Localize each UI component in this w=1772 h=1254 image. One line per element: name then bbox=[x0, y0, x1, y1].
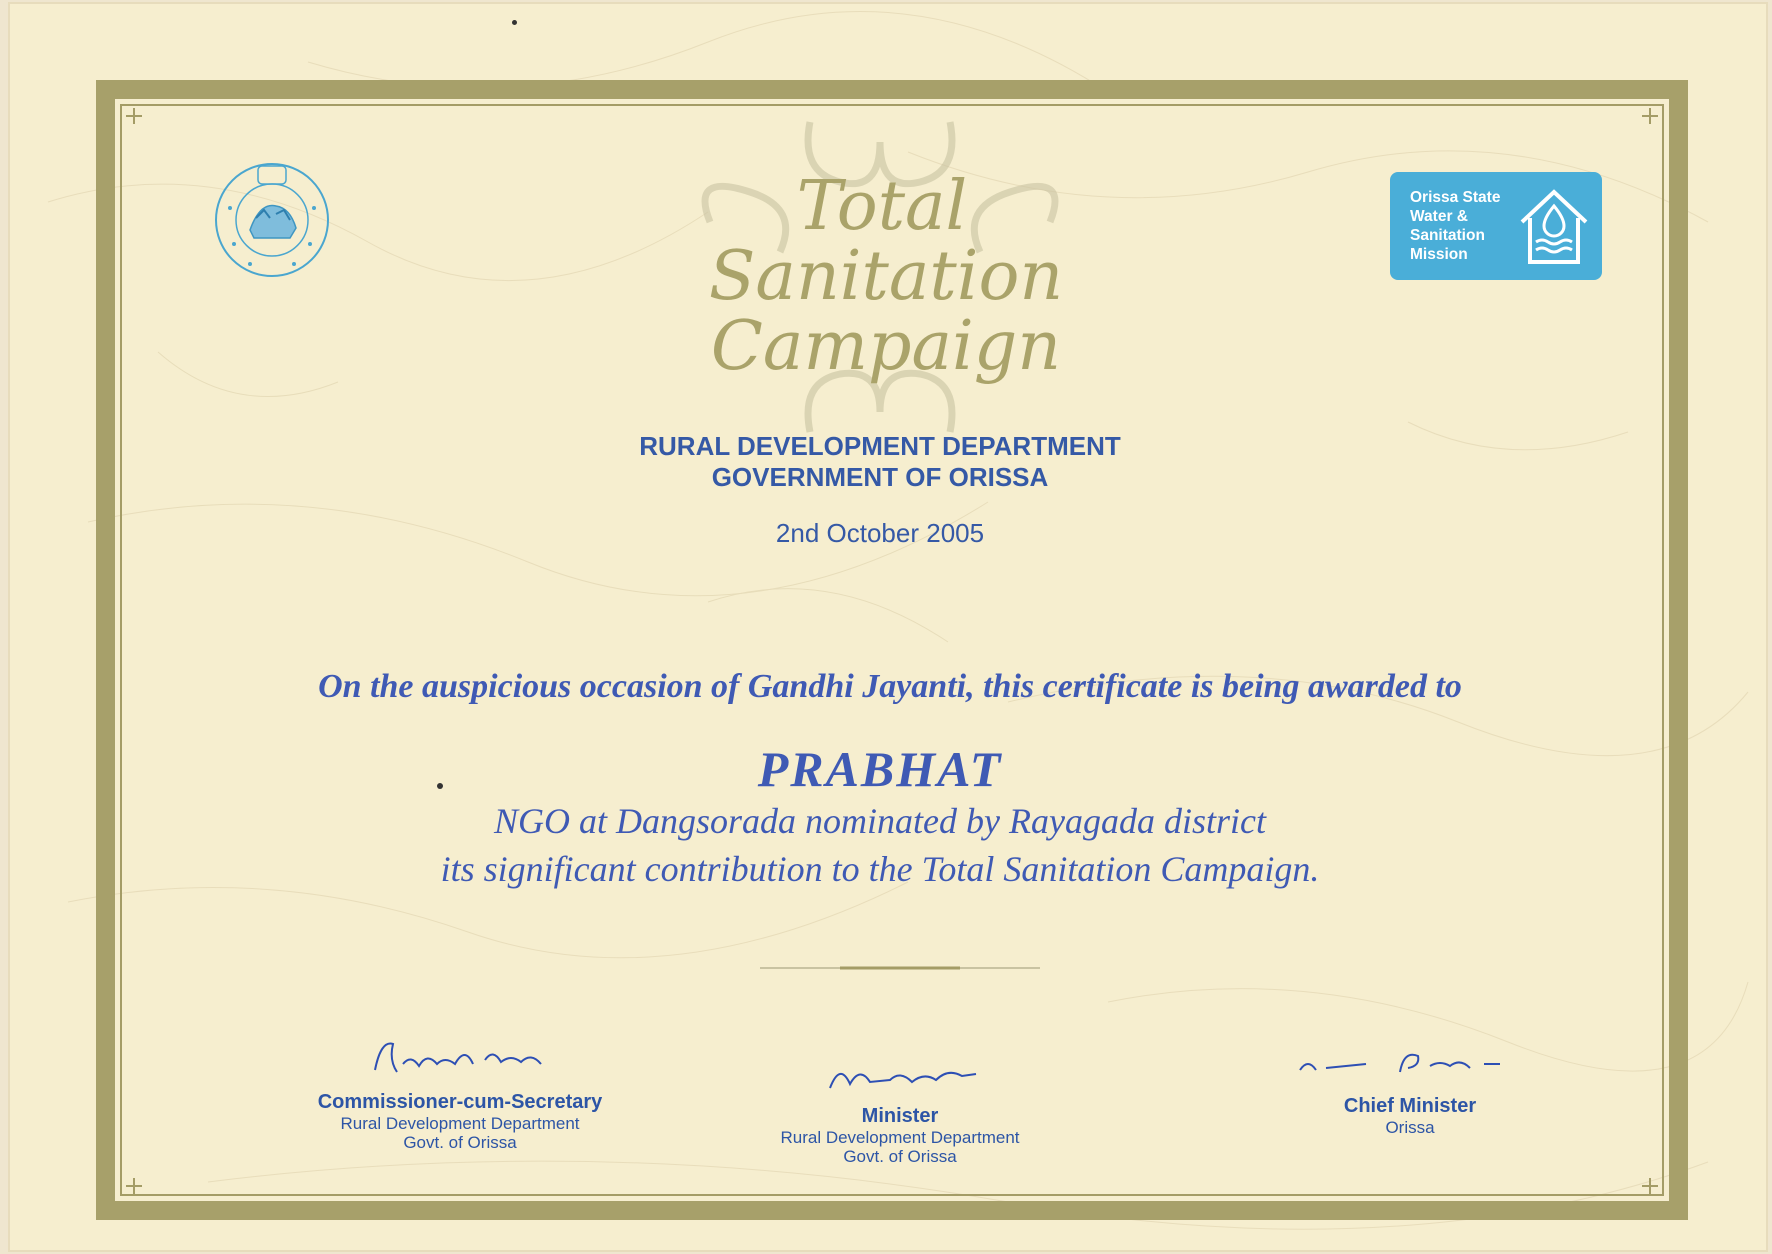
signature bbox=[1280, 1042, 1540, 1082]
contribution-text: its significant contribution to the Total Sanitation Campaign. bbox=[440, 849, 1320, 889]
government-name: GOVERNMENT OF ORISSA bbox=[711, 462, 1049, 492]
certificate-date: 2nd October 2005 bbox=[775, 518, 985, 548]
awardee-description: NGO at Dangsorada nominated by Rayagada district bbox=[494, 801, 1266, 841]
signature bbox=[345, 1030, 575, 1082]
corner-ornament-icon bbox=[126, 108, 142, 124]
paper-speck bbox=[512, 20, 517, 25]
signatory-commissioner bbox=[290, 1030, 630, 1152]
signatory-org: Govt. of Orissa bbox=[403, 1133, 517, 1152]
certificate-title-line: Total bbox=[796, 167, 968, 246]
certificate-title-line: Sanitation bbox=[708, 237, 1064, 316]
signatory-chief-minister bbox=[1240, 1042, 1580, 1137]
signatory-org: Rural Development Department bbox=[340, 1114, 580, 1133]
signatory-minister bbox=[740, 1056, 1060, 1166]
mission-name: Orissa State Water & Sanitation Mission bbox=[1410, 189, 1501, 263]
water-sanitation-mission-logo bbox=[1390, 172, 1602, 280]
signature bbox=[800, 1056, 1000, 1096]
paper-speck bbox=[437, 783, 443, 789]
signatory-org: Rural Development Department bbox=[780, 1128, 1020, 1147]
corner-ornament-icon bbox=[126, 1178, 142, 1194]
awardee-name: PRABHAT bbox=[757, 741, 1003, 797]
water-house-icon bbox=[1516, 184, 1592, 268]
department-name: RURAL DEVELOPMENT DEPARTMENT bbox=[639, 431, 1121, 461]
signatory-title: Commissioner-cum-Secretary bbox=[317, 1091, 603, 1113]
signatory-org: Govt. of Orissa bbox=[843, 1147, 957, 1166]
orissa-state-emblem-icon bbox=[210, 158, 334, 282]
certificate-title-line: Campaign bbox=[710, 307, 1062, 386]
signatory-org: Orissa bbox=[1385, 1118, 1435, 1137]
signatory-title: Chief Minister bbox=[1343, 1095, 1477, 1117]
occasion-text: On the auspicious occasion of Gandhi Jayanti, this certificate is being awarded to bbox=[318, 668, 1462, 705]
divider bbox=[760, 966, 1040, 970]
corner-ornament-icon bbox=[1642, 108, 1658, 124]
corner-ornament-icon bbox=[1642, 1178, 1658, 1194]
signatory-title: Minister bbox=[861, 1105, 939, 1127]
